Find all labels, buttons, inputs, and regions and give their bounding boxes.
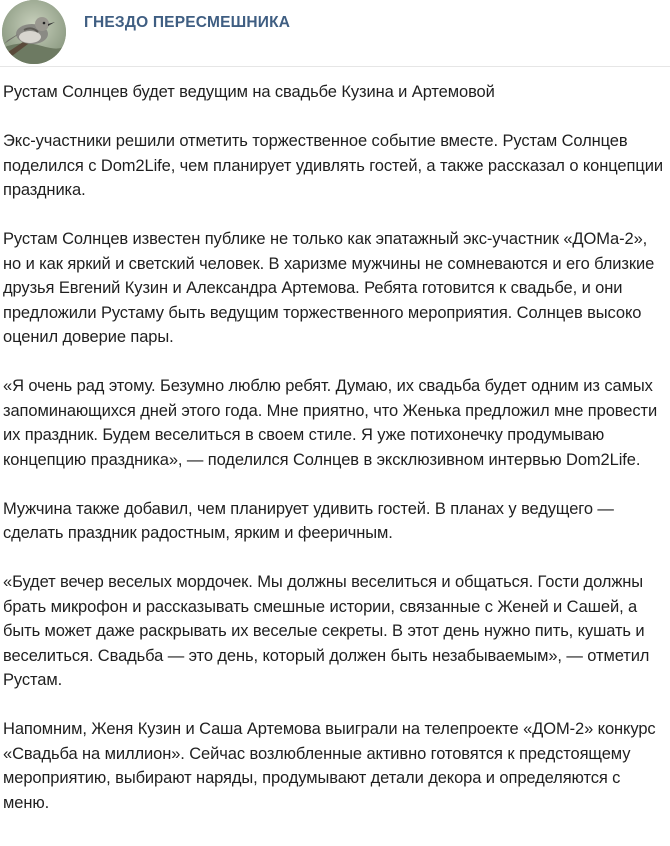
mockingbird-avatar-icon [2, 0, 66, 64]
post-paragraph: Рустам Солнцев известен публике не только как эпатажный экс-участник «ДОМа-2», но и как яркий и светский человек. В харизме мужчины не сомневаются и его близкие друзья Евгений Кузин и Александра Артемова. Ребята готовится к свадьбе, и они предложили Рустаму быть ведущим торжественного мероприятия. Солнцев высоко оценил доверие пары. [3, 230, 655, 346]
post-paragraph: Экс-участники решили отметить торжественное событие вместе. Рустам Солнцев поделился с Dom2Life, чем планирует удивлять гостей, а также рассказал о концепции праздника. [3, 132, 663, 199]
avatar[interactable] [2, 0, 66, 64]
post-body [3, 80, 665, 840]
channel-header [0, 0, 670, 62]
channel-name[interactable]: ГНЕЗДО ПЕРЕСМЕШНИКА [84, 14, 291, 31]
post-paragraph: Мужчина также добавил, чем планирует удивить гостей. В планах у ведущего — сделать праздник радостным, ярким и фееричным. [3, 499, 614, 542]
post-paragraph: «Я очень рад этому. Безумно люблю ребят. Думаю, их свадьба будет одним из самых запоминающихся дней этого года. Мне приятно, что Женька предложил мне провести их праздник. Будем веселиться в своем стиле. Я уже потихонечку продумываю концепцию праздника», — поделился Солнцев в эксклюзивном интервью Dom2Life. [3, 377, 658, 469]
post-title: Рустам Солнцев будет ведущим на свадьбе Кузина и Артемовой [3, 83, 495, 101]
post-paragraph: «Будет вечер веселых мордочек. Мы должны веселиться и общаться. Гости должны брать микрофон и рассказывать смешные истории, связанные с Женей и Сашей, а быть может даже раскрывать их веселые секреты. В этот день нужно пить, кушать и веселиться. Свадьба — это день, который должен быть незабываемым», — отметил Рустам. [3, 573, 650, 689]
header-divider [0, 66, 670, 67]
post-paragraph: Напомним, Женя Кузин и Саша Артемова выиграли на телепроекте «ДОМ-2» конкурс «Свадьба на миллион». Сейчас возлюбленные активно готовятся к предстоящему мероприятию, выбирают наряды, продумывают детали декора и определяются с меню. [3, 720, 656, 812]
